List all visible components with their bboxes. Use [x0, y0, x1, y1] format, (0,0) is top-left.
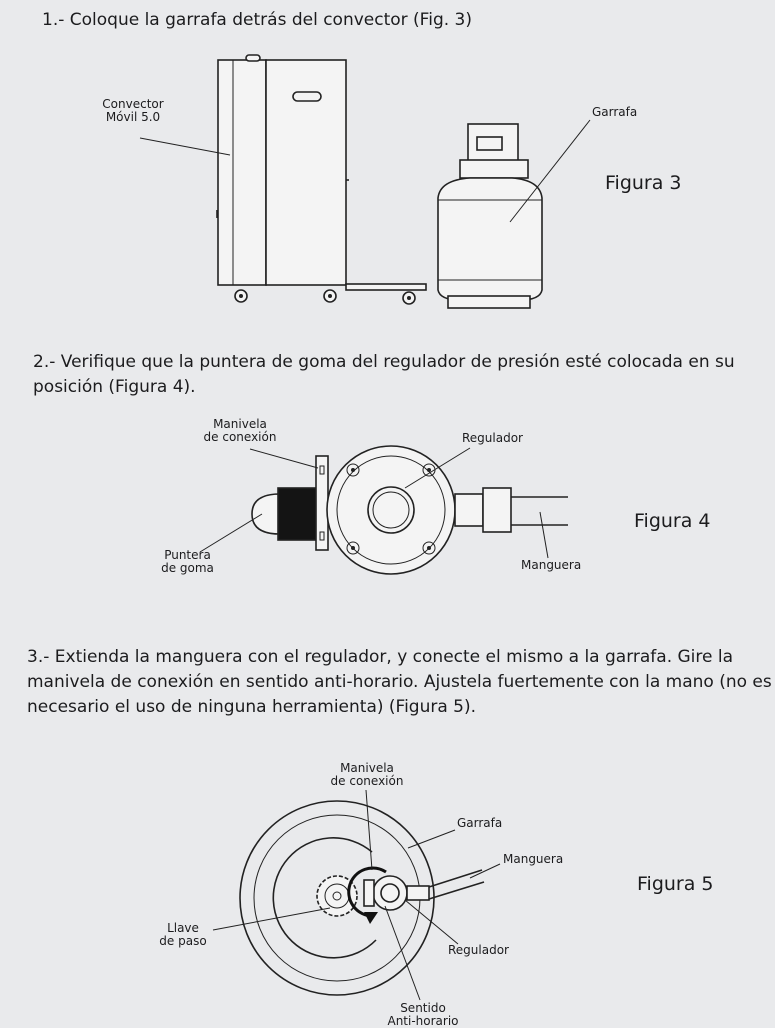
- manguera-label-fig5: Manguera: [503, 852, 564, 866]
- step-1-text: Coloque la garrafa detrás del convector (Fig. 3): [69, 10, 472, 30]
- manivela-label-fig5: Manivela de conexión: [330, 761, 404, 788]
- llave-label: Llave de paso: [159, 921, 207, 948]
- sentido-label: Sentido Anti-horario: [387, 1001, 459, 1028]
- puntera-label: Puntera de goma: [161, 548, 214, 575]
- step-3-number: 3.-: [27, 647, 50, 667]
- regulador-label-fig4: Regulador: [462, 431, 523, 445]
- garrafa-label-fig3: Garrafa: [592, 105, 638, 119]
- convector-label: Convector Móvil 5.0: [102, 97, 164, 124]
- figure-5-title: Figura 5: [637, 873, 714, 895]
- step-3-text: Extienda la manguera con el regulador, y conecte el mismo a la garrafa. Gire la manivela de conexión en sentido anti-horario. Ajustela fuertemente con la mano (no es necesario el uso de ninguna herramienta) (Figura 5).: [27, 647, 772, 717]
- garrafa-label-fig5: Garrafa: [457, 816, 503, 830]
- step-1-number: 1.-: [42, 10, 65, 30]
- step-2-text: Verifique que la puntera de goma del regulador de presión esté colocada en su posición (Figura 4).: [33, 352, 735, 397]
- figure-3-title: Figura 3: [605, 172, 682, 194]
- bottle-top-illustration: [240, 801, 484, 995]
- manguera-label-fig4: Manguera: [521, 558, 582, 572]
- manivela-label-fig4: Manivela de conexión: [203, 417, 277, 444]
- step-2-number: 2.-: [33, 352, 56, 372]
- regulador-label-fig5: Regulador: [448, 943, 509, 957]
- figure-4-title: Figura 4: [634, 510, 711, 532]
